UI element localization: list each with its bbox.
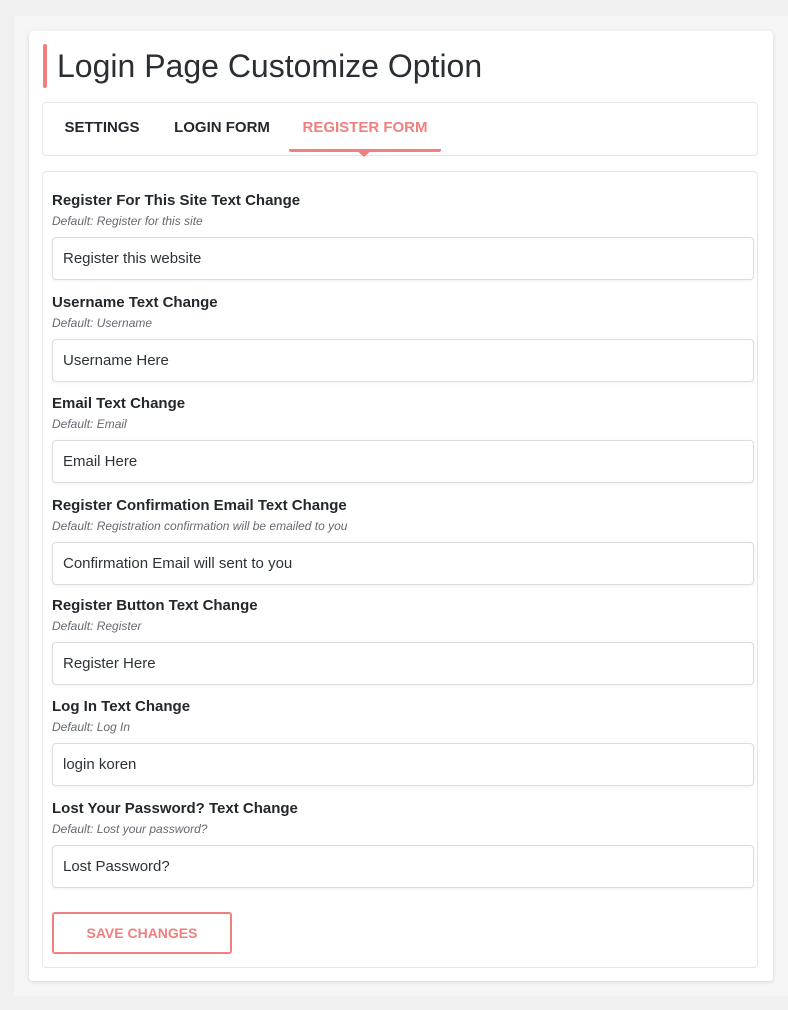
title-accent-bar [43, 44, 47, 88]
field-label: Log In Text Change [52, 698, 191, 715]
register-for-site-input[interactable] [52, 237, 754, 280]
field-label: Lost Your Password? Text Change [52, 800, 298, 817]
field-username [52, 293, 754, 382]
username-text-input[interactable] [52, 339, 754, 382]
field-label: Email Text Change [52, 395, 186, 412]
field-default-hint: Default: Log In [52, 720, 131, 734]
field-default-hint: Default: Register for this site [52, 214, 203, 228]
lost-password-text-input[interactable] [52, 845, 754, 888]
field-register-for-site [52, 191, 754, 280]
field-email [52, 394, 754, 483]
page-title: Login Page Customize Option [57, 48, 483, 84]
field-log-in [52, 697, 754, 786]
log-in-text-input[interactable] [52, 743, 754, 786]
register-button-text-input[interactable] [52, 642, 754, 685]
field-default-hint: Default: Register [52, 619, 142, 633]
tab-register-form[interactable] [289, 103, 441, 152]
confirmation-email-text-input[interactable] [52, 542, 754, 585]
field-label: Register For This Site Text Change [52, 192, 301, 209]
save-changes-button[interactable]: SAVE CHANGES [52, 912, 232, 954]
field-label: Register Confirmation Email Text Change [52, 497, 347, 514]
field-default-hint: Default: Registration confirmation will be emailed to you [52, 519, 348, 533]
field-register-button [52, 596, 754, 685]
field-lost-password [52, 799, 754, 888]
field-default-hint: Default: Username [52, 316, 153, 330]
register-form-card [42, 171, 758, 968]
tab-bar [42, 102, 758, 156]
field-default-hint: Default: Email [52, 417, 127, 431]
tab-register-form-label: REGISTER FORM [302, 119, 428, 136]
field-label: Register Button Text Change [52, 597, 258, 614]
tab-login-form[interactable]: LOGIN FORM [174, 119, 270, 136]
active-tab-indicator [355, 149, 373, 157]
field-confirmation-email [52, 496, 754, 585]
field-default-hint: Default: Lost your password? [52, 822, 208, 836]
tab-settings[interactable]: SETTINGS [64, 119, 140, 136]
email-text-input[interactable] [52, 440, 754, 483]
page-header [43, 44, 643, 88]
field-label: Username Text Change [52, 294, 218, 311]
